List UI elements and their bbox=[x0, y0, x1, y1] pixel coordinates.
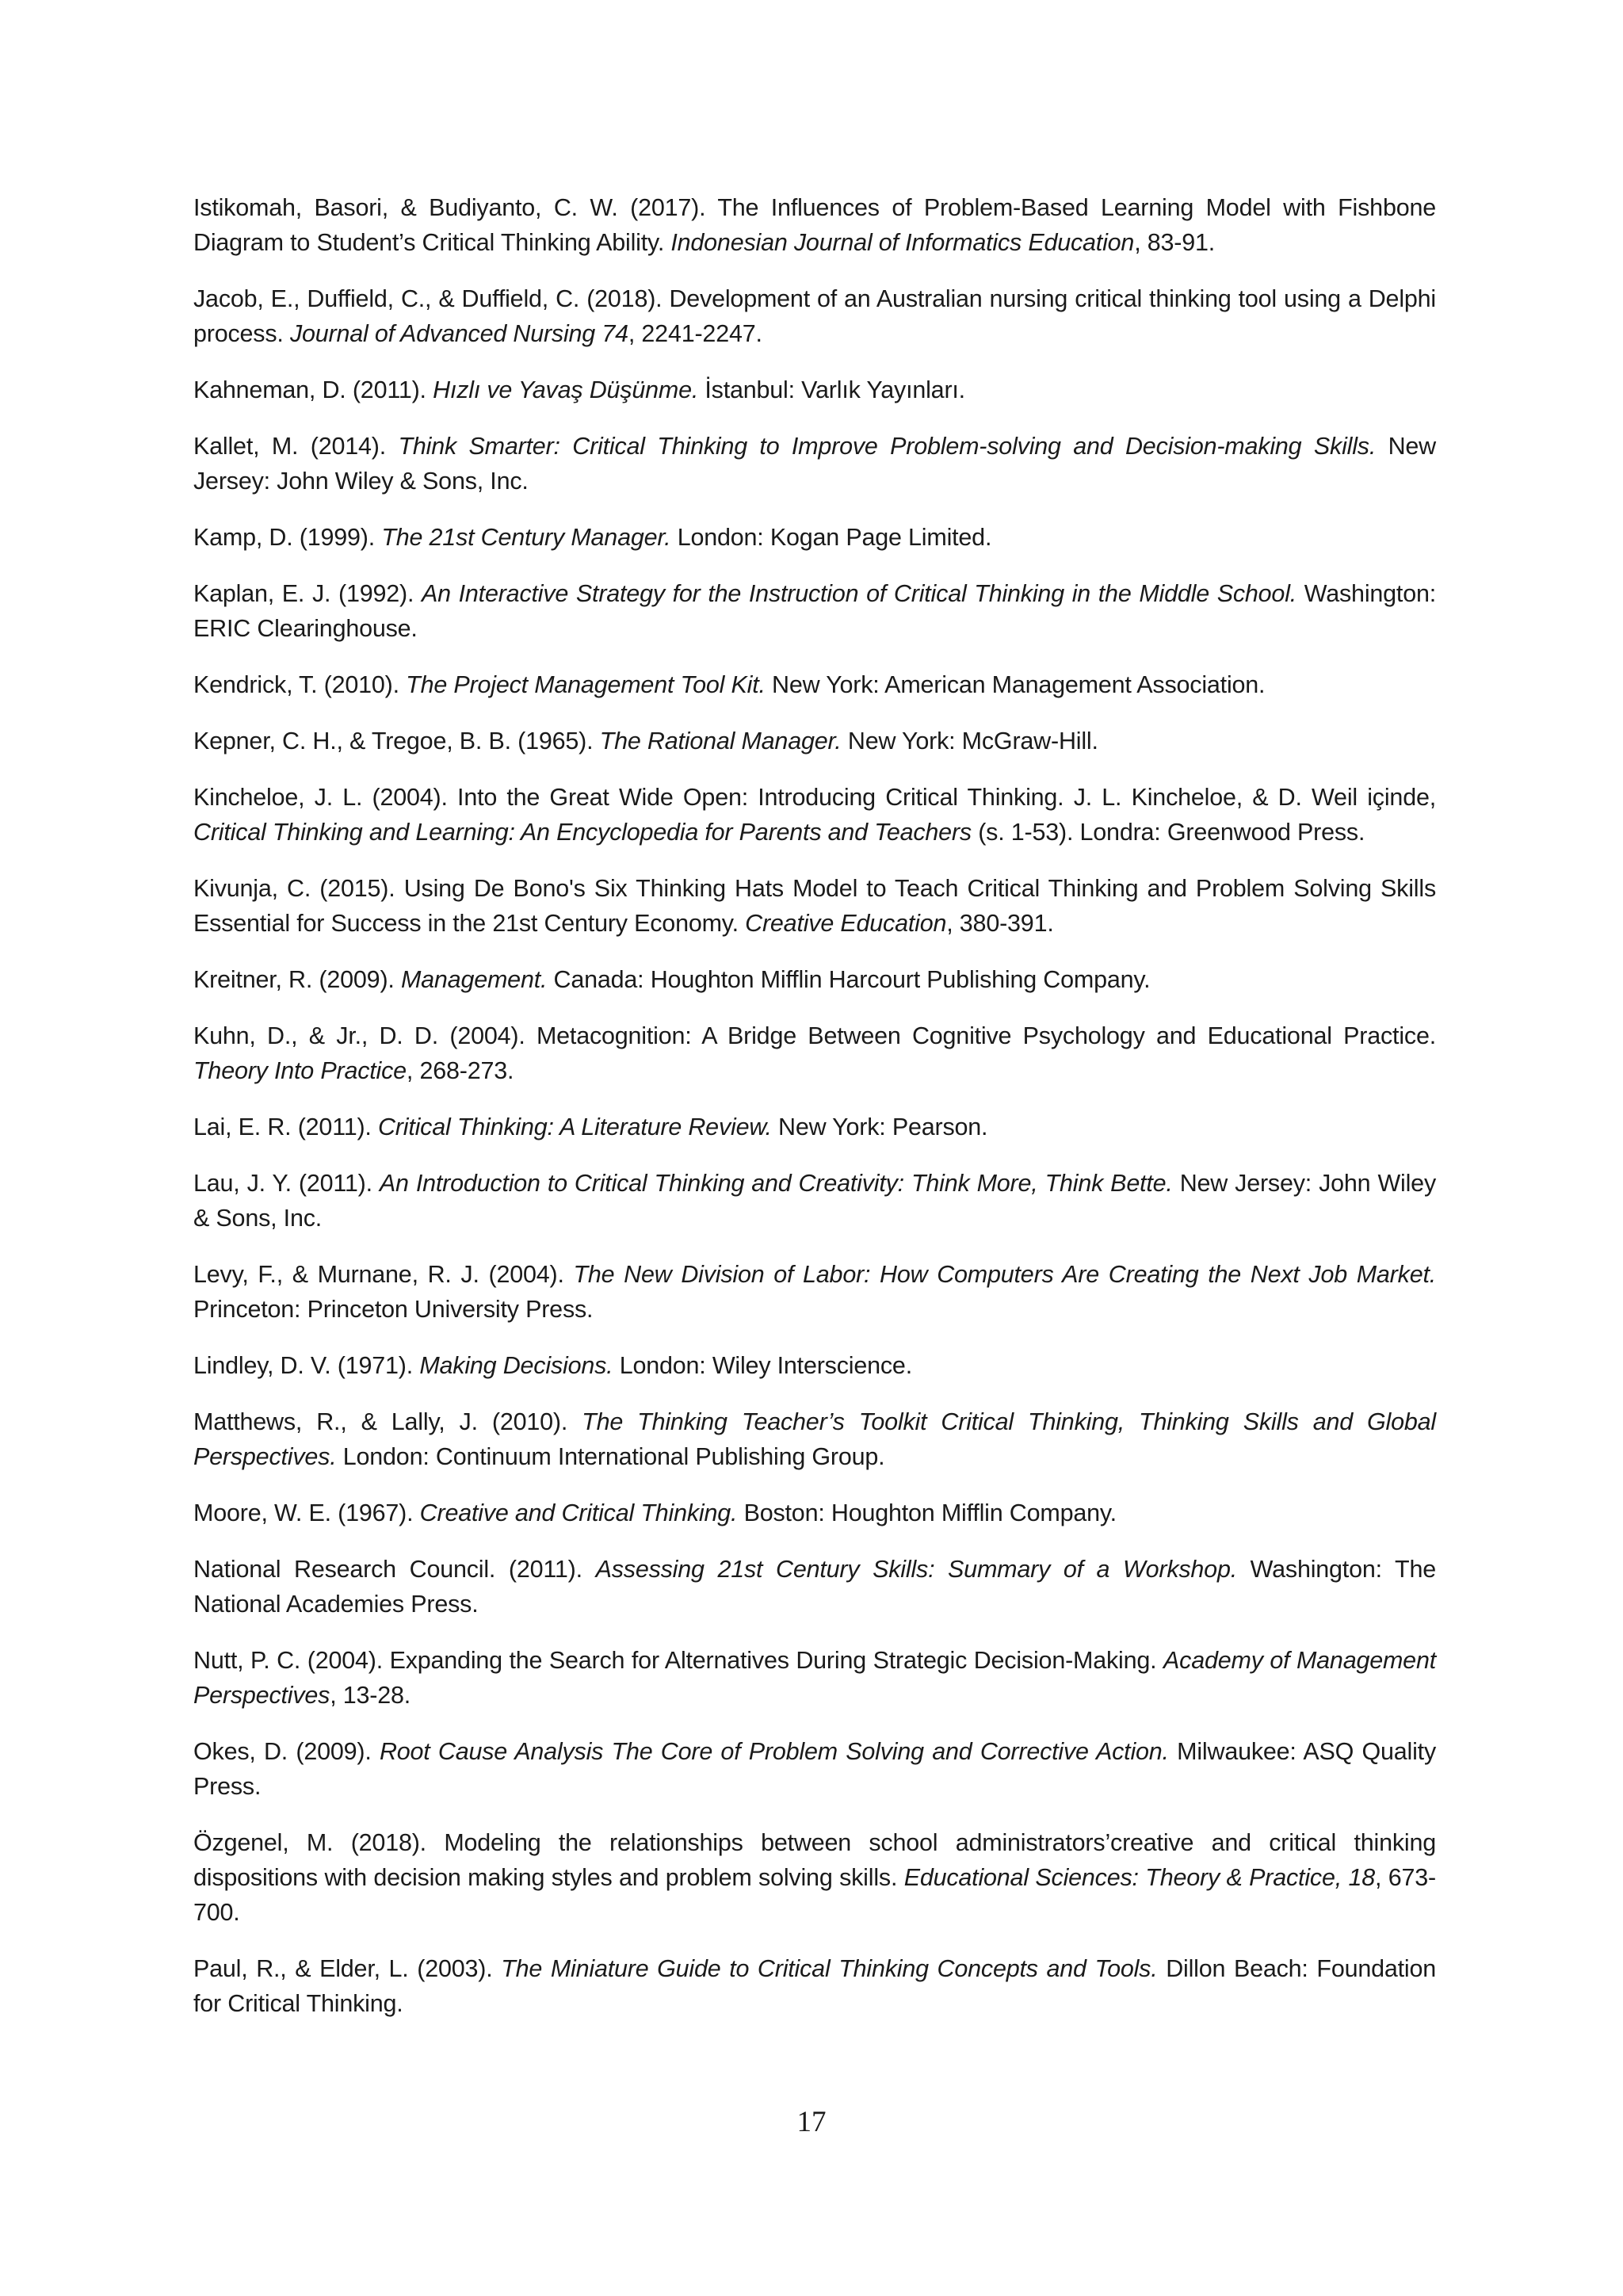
reference-italic-title: Theory Into Practice bbox=[193, 1057, 407, 1084]
reference-text: Lindley, D. V. (1971). bbox=[193, 1352, 420, 1379]
reference-italic-title: The Rational Manager. bbox=[599, 728, 842, 755]
reference-italic-title: Making Decisions. bbox=[419, 1352, 613, 1379]
reference-italic-title: The Project Management Tool Kit. bbox=[406, 671, 766, 698]
reference-italic-title: An Introduction to Critical Thinking and Creativity: Think More, Think Bette. bbox=[379, 1170, 1173, 1197]
reference-entry bbox=[193, 1643, 1436, 1713]
reference-italic-title: The 21st Century Manager. bbox=[381, 524, 671, 551]
reference-text-tail: , 13-28. bbox=[330, 1682, 411, 1709]
reference-entry bbox=[193, 1552, 1436, 1622]
reference-entry bbox=[193, 1166, 1436, 1236]
reference-italic-title: Academy of Management Perspectives bbox=[193, 1647, 1436, 1709]
reference-italic-title: The Miniature Guide to Critical Thinking Concepts and Tools. bbox=[501, 1955, 1158, 1982]
reference-entry bbox=[193, 871, 1436, 941]
reference-italic-title: Critical Thinking and Learning: An Encyclopedia for Parents and Teachers bbox=[193, 819, 972, 846]
reference-text: National Research Council. (2011). bbox=[193, 1556, 596, 1583]
reference-text-tail: , 380-391. bbox=[946, 910, 1054, 937]
reference-text: Kincheloe, J. L. (2004). Into the Great Wide Open: Introducing Critical Thinking. J. L. Kincheloe, & D. Weil içinde, bbox=[193, 784, 1436, 811]
reference-text-tail: New York: Pearson. bbox=[771, 1114, 988, 1140]
reference-text-tail: New Jersey: John Wiley & Sons, Inc. bbox=[193, 1170, 1436, 1232]
reference-text: Moore, W. E. (1967). bbox=[193, 1499, 420, 1526]
reference-text-tail: , 83-91. bbox=[1134, 229, 1216, 256]
reference-text-tail: , 673-700. bbox=[193, 1864, 1436, 1926]
reference-entry bbox=[193, 1951, 1436, 2021]
reference-entry bbox=[193, 962, 1436, 997]
reference-italic-title: The New Division of Labor: How Computers Are Creating the Next Job Market. bbox=[573, 1261, 1437, 1288]
reference-italic-title: Journal of Advanced Nursing 74 bbox=[289, 320, 628, 347]
reference-italic-title: Creative Education bbox=[745, 910, 947, 937]
reference-italic-title: Indonesian Journal of Informatics Education bbox=[670, 229, 1135, 256]
reference-text-tail: London: Kogan Page Limited. bbox=[670, 524, 992, 551]
reference-text: Lai, E. R. (2011). bbox=[193, 1114, 378, 1140]
reference-entry bbox=[193, 429, 1436, 499]
reference-text: Matthews, R., & Lally, J. (2010). bbox=[193, 1408, 582, 1435]
reference-entry bbox=[193, 1825, 1436, 1930]
reference-text-tail: London: Wiley Interscience. bbox=[613, 1352, 912, 1379]
reference-text-tail: New York: McGraw-Hill. bbox=[841, 728, 1098, 755]
reference-entry bbox=[193, 1404, 1436, 1474]
reference-entry bbox=[193, 1348, 1436, 1383]
reference-text: Nutt, P. C. (2004). Expanding the Search for Alternatives During Strategic Decision-Making. bbox=[193, 1647, 1164, 1674]
reference-entry bbox=[193, 520, 1436, 555]
reference-entry bbox=[193, 576, 1436, 646]
reference-text-tail: Washington: ERIC Clearinghouse. bbox=[193, 580, 1436, 642]
reference-entry bbox=[193, 1018, 1436, 1088]
reference-italic-title: The Thinking Teacher’s Toolkit Critical Thinking, Thinking Skills and Global Perspectives. bbox=[193, 1408, 1436, 1470]
reference-entry bbox=[193, 1496, 1436, 1530]
reference-text-tail: , 2241-2247. bbox=[628, 320, 762, 347]
reference-text: Levy, F., & Murnane, R. J. (2004). bbox=[193, 1261, 574, 1288]
reference-entry bbox=[193, 667, 1436, 702]
reference-italic-title: Think Smarter: Critical Thinking to Improve Problem-solving and Decision-making Skills. bbox=[398, 433, 1377, 460]
reference-italic-title: Assessing 21st Century Skills: Summary of a Workshop. bbox=[595, 1556, 1237, 1583]
reference-text-tail: Milwaukee: ASQ Quality Press. bbox=[193, 1738, 1436, 1800]
reference-entry bbox=[193, 1110, 1436, 1144]
reference-text-tail: Princeton: Princeton University Press. bbox=[193, 1296, 594, 1323]
reference-text-tail: Canada: Houghton Mifflin Harcourt Publishing Company. bbox=[547, 966, 1151, 993]
reference-text: Kivunja, C. (2015). Using De Bono's Six Thinking Hats Model to Teach Critical Thinking and Problem Solving Skills Essential for Success in the 21st Century Economy. bbox=[193, 875, 1436, 937]
reference-text-tail: , 268-273. bbox=[406, 1057, 514, 1084]
reference-text: Jacob, E., Duffield, C., & Duffield, C. (2018). Development of an Australian nursing critical thinking tool using a Delphi process. bbox=[193, 285, 1436, 347]
reference-italic-title: Critical Thinking: A Literature Review. bbox=[377, 1114, 772, 1140]
reference-text-tail: Dillon Beach: Foundation for Critical Thinking. bbox=[193, 1955, 1437, 2017]
reference-italic-title: Management. bbox=[400, 966, 548, 993]
page-number: 17 bbox=[796, 2106, 827, 2138]
reference-entry bbox=[193, 780, 1436, 850]
reference-text: Özgenel, M. (2018). Modeling the relationships between school administrators’creative and critical thinking dispositions with decision making styles and problem solving skills. bbox=[193, 1829, 1436, 1891]
reference-text: Paul, R., & Elder, L. (2003). bbox=[193, 1955, 502, 1982]
reference-entry bbox=[193, 724, 1436, 758]
reference-entry bbox=[193, 190, 1436, 260]
reference-text-tail: Boston: Houghton Mifflin Company. bbox=[737, 1499, 1117, 1526]
reference-text-tail: New York: American Management Association. bbox=[765, 671, 1266, 698]
reference-italic-title: Educational Sciences: Theory & Practice, 18 bbox=[903, 1864, 1375, 1891]
reference-text: Okes, D. (2009). bbox=[193, 1738, 380, 1765]
reference-italic-title: An Interactive Strategy for the Instruction of Critical Thinking in the Middle School. bbox=[422, 580, 1297, 607]
reference-entry bbox=[193, 372, 1436, 407]
reference-text: Kahneman, D. (2011). bbox=[193, 376, 433, 403]
reference-text-tail: (s. 1-53). Londra: Greenwood Press. bbox=[971, 819, 1365, 846]
reference-text: Kreitner, R. (2009). bbox=[193, 966, 401, 993]
reference-text-tail: Washington: The National Academies Press. bbox=[193, 1556, 1436, 1618]
reference-text-tail: İstanbul: Varlık Yayınları. bbox=[698, 376, 965, 403]
reference-text: Istikomah, Basori, & Budiyanto, C. W. (2017). The Influences of Problem-Based Learning Model with Fishbone Diagram to Student’s Critical Thinking Ability. bbox=[193, 194, 1436, 256]
reference-text: Kamp, D. (1999). bbox=[193, 524, 382, 551]
reference-text: Kendrick, T. (2010). bbox=[193, 671, 407, 698]
reference-text: Kepner, C. H., & Tregoe, B. B. (1965). bbox=[193, 728, 600, 755]
reference-text: Kaplan, E. J. (1992). bbox=[193, 580, 422, 607]
reference-entry bbox=[193, 1734, 1436, 1804]
reference-text-tail: London: Continuum International Publishing Group. bbox=[336, 1443, 885, 1470]
reference-entry bbox=[193, 1257, 1436, 1327]
reference-text: Lau, J. Y. (2011). bbox=[193, 1170, 380, 1197]
reference-italic-title: Creative and Critical Thinking. bbox=[419, 1499, 738, 1526]
reference-list bbox=[193, 190, 1436, 2042]
reference-text: Kallet, M. (2014). bbox=[193, 433, 399, 460]
reference-italic-title: Hızlı ve Yavaş Düşünme. bbox=[433, 376, 699, 403]
reference-text: Kuhn, D., & Jr., D. D. (2004). Metacognition: A Bridge Between Cognitive Psychology and Educational Practice. bbox=[193, 1022, 1436, 1049]
reference-text-tail: New Jersey: John Wiley & Sons, Inc. bbox=[193, 433, 1436, 495]
reference-italic-title: Root Cause Analysis The Core of Problem Solving and Corrective Action. bbox=[379, 1738, 1169, 1765]
reference-entry bbox=[193, 281, 1436, 351]
